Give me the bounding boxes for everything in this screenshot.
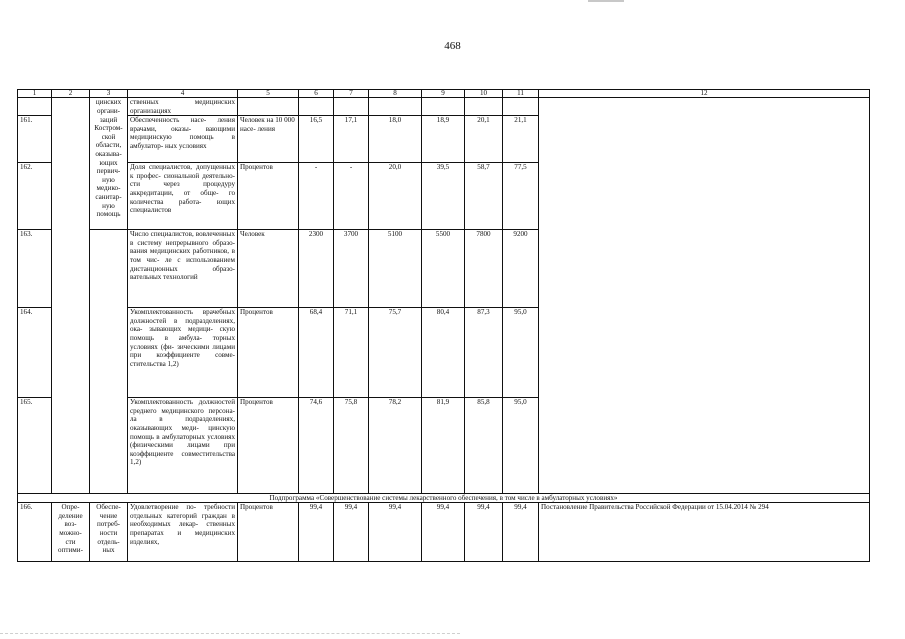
indicator-name: Удовлетворение по- требности отдельных категорий граждан в необходимых лекар- ственных препаратах и медицинских изделиях,	[128, 503, 238, 562]
value-cell: 9200	[503, 230, 539, 308]
header-cell: 3	[90, 90, 128, 98]
row-number: 164.	[18, 308, 52, 398]
unit: Процентов	[238, 503, 299, 562]
subprogram-title: Подпрограмма «Совершенствование системы лекарственного обеспечения, в том числе в амбулаторных условиях»	[18, 494, 870, 503]
value-cell: 77,5	[503, 163, 539, 230]
value-cell: 3700	[334, 230, 369, 308]
indicator-name: Укомплектованность должностей среднего медицинского персона- ла в подразделениях, оказывающих меди- цинскую помощь в амбулаторных условиях (физическими лицами при коэффициенте совместительства 1,2)	[128, 398, 238, 494]
value-cell: 71,1	[334, 308, 369, 398]
header-cell: 12	[539, 90, 870, 98]
unit: Процентов	[238, 308, 299, 398]
value-cell: 5500	[422, 230, 465, 308]
value-cell: 95,0	[503, 398, 539, 494]
col12-empty-cell	[539, 98, 870, 494]
col3-cell: Обеспе- чение потреб- ности отдель- ных	[90, 503, 128, 562]
indicator-name: Число специалистов, вовлеченных в систему непрерывного образо- вания медицинских работников, в том чис- ле с использованием дистанционных образо- вательных технологий	[128, 230, 238, 308]
value-cell: 21,1	[503, 116, 539, 163]
col2-empty-cell	[52, 98, 90, 494]
header-cell: 8	[369, 90, 422, 98]
value-cell: 18,9	[422, 116, 465, 163]
value-cell: 17,1	[334, 116, 369, 163]
value-cell: 99,4	[503, 503, 539, 562]
value-cell: 99,4	[369, 503, 422, 562]
unit: Процентов	[238, 163, 299, 230]
header-cell: 4	[128, 90, 238, 98]
row-number: 165.	[18, 398, 52, 494]
row-number: 166.	[18, 503, 52, 562]
value-cell: 99,4	[465, 503, 503, 562]
unit: Процентов	[238, 398, 299, 494]
table-row	[18, 98, 870, 116]
value-cell: 85,8	[465, 398, 503, 494]
value-cell: 81,9	[422, 398, 465, 494]
value-cell: 78,2	[369, 398, 422, 494]
header-cell: 6	[299, 90, 334, 98]
value-cell: 20,1	[465, 116, 503, 163]
value-cell: 7800	[465, 230, 503, 308]
page-number: 468	[444, 40, 461, 52]
indicator-name: ственных медицинских организациях	[128, 98, 238, 116]
header-cell: 5	[238, 90, 299, 98]
value-cell: 75,7	[369, 308, 422, 398]
row-number: 162.	[18, 163, 52, 230]
col3-cell: цинских органи-	[90, 98, 128, 116]
value-cell: 99,4	[422, 503, 465, 562]
unit: Человек на 10 000 насе- ления	[238, 116, 299, 163]
indicators-table	[17, 89, 870, 562]
header-row	[18, 90, 870, 98]
value-cell: 20,0	[369, 163, 422, 230]
value-cell: 39,5	[422, 163, 465, 230]
header-cell: 2	[52, 90, 90, 98]
legal-basis: Постановление Правительства Российской Федерации от 15.04.2014 № 294	[539, 503, 870, 562]
indicator-name: Обеспеченность насе- ления врачами, оказы- вающими медицинскую помощь в амбулатор- ных условиях	[128, 116, 238, 163]
header-cell: 9	[422, 90, 465, 98]
value-cell: 87,3	[465, 308, 503, 398]
scan-artifact-line	[0, 633, 460, 634]
value-cell: 2300	[299, 230, 334, 308]
value-cell: 74,6	[299, 398, 334, 494]
table-row	[18, 503, 870, 562]
header-cell: 11	[503, 90, 539, 98]
value-cell: -	[334, 163, 369, 230]
row-number: 163.	[18, 230, 52, 308]
value-cell: 16,5	[299, 116, 334, 163]
col3-empty-cell	[90, 230, 128, 494]
col3-cell: заций Костром- ской области, оказыва- ющих первич- ную медико- санитар- ную помощь	[90, 116, 128, 230]
subprogram-row	[18, 494, 870, 503]
header-cell: 10	[465, 90, 503, 98]
indicator-name: Доля специалистов, допущенных к профес- сиональной деятельно- сти через процедуру аккредитации, от обще- го количества работа- ющих специалистов	[128, 163, 238, 230]
value-cell: 5100	[369, 230, 422, 308]
value-cell: 80,4	[422, 308, 465, 398]
value-cell: 68,4	[299, 308, 334, 398]
value-cell: 75,8	[334, 398, 369, 494]
value-cell: 99,4	[299, 503, 334, 562]
value-cell: 18,0	[369, 116, 422, 163]
value-cell: -	[299, 163, 334, 230]
indicator-name: Укомплектованность врачебных должностей в подразделениях, ока- зывающих медици- скую помощь в амбула- торных условиях (фи- зическими лицами при коэффициенте совме- стительства 1,2)	[128, 308, 238, 398]
header-cell: 7	[334, 90, 369, 98]
value-cell: 99,4	[334, 503, 369, 562]
value-cell: 58,7	[465, 163, 503, 230]
value-cell: 95,0	[503, 308, 539, 398]
col2-cell: Опре- деление воз- можно- сти оптими-	[52, 503, 90, 562]
row-number: 161.	[18, 116, 52, 163]
scan-artifact	[588, 0, 624, 2]
header-cell: 1	[18, 90, 52, 98]
unit: Человек	[238, 230, 299, 308]
